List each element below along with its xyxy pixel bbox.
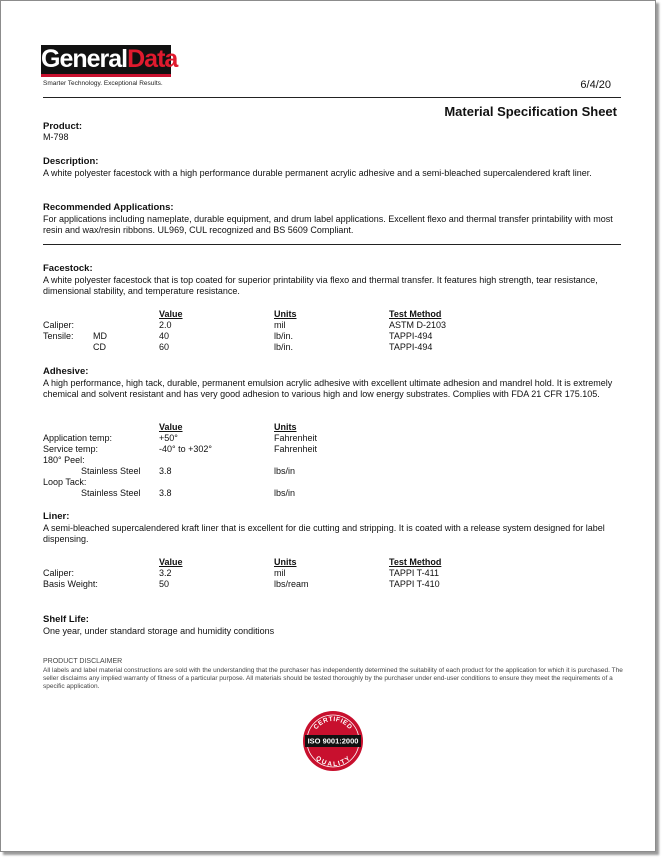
facestock-heading: Facestock:: [43, 263, 93, 274]
facestock-row-label: Tensile:: [43, 331, 74, 341]
seal-middle-text: ISO 9001:2000: [307, 736, 359, 746]
logo-general: General: [41, 45, 128, 73]
liner-row-value: 50: [159, 579, 170, 589]
logo-text: [41, 43, 178, 75]
facestock-row-label: Caliper:: [43, 320, 75, 330]
liner-row-value: 3.2: [159, 568, 172, 578]
adhesive-row-value: +50°: [159, 433, 178, 443]
adhesive-row-label: Application temp:: [43, 433, 113, 443]
facestock-row-units: lb/in.: [274, 331, 294, 341]
facestock-row-units: lb/in.: [274, 342, 294, 352]
facestock-col-value: Value: [159, 309, 183, 319]
facestock-row-sub: CD: [93, 342, 106, 352]
adhesive-row-units: lbs/in: [274, 488, 296, 498]
adhesive-row-label: 180° Peel:: [43, 455, 85, 465]
seal-top-text: CERTIFIED: [312, 715, 354, 732]
facestock-row-method: TAPPI-494: [389, 331, 433, 341]
facestock-row-sub: MD: [93, 331, 107, 341]
liner-col-value: Value: [159, 557, 183, 567]
adhesive-col-value: Value: [159, 422, 183, 432]
product-value: M-798: [43, 132, 69, 142]
adhesive-row-label: Service temp:: [43, 444, 99, 454]
adhesive-text: A high performance, high tack, durable, permanent emulsion acrylic adhesive with excellent ultimate adhesion and mandrel hold. It is extremely chemical and solvent resistant and has very good adhesion to various high and low energy substrates. Complies with FDA 21 CFR 175.105.: [43, 378, 613, 399]
disclaimer-text: All labels and label material constructions are sold with the understanding that the purchaser has independently determined the suitability of each product for the application for which it is purchased. The seller disclaims any implied warranty of fitness of a particular purpose. All materials should be tested thoroughly by the purchaser under end-user conditions to ensure they meet the requirements of a specific application.: [43, 667, 623, 690]
adhesive-row-label: Stainless Steel: [81, 488, 141, 498]
applications-heading: Recommended Applications:: [43, 202, 174, 213]
adhesive-row-units: lbs/in: [274, 466, 296, 476]
adhesive-row-value: 3.8: [159, 466, 172, 476]
liner-text: A semi-bleached supercalendered kraft liner that is excellent for die cutting and stripping. It is coated with a release system designed for label dispensing.: [43, 523, 605, 544]
applications-text: For applications including nameplate, durable equipment, and drum label applications. Excellent flexo and thermal transfer printability with most resin and wax/resin ribbons. UL969, CUL recognized and BS 5609 Compliant.: [43, 214, 613, 235]
liner-row-method: TAPPI T-411: [389, 568, 440, 578]
facestock-text: A white polyester facestock that is top coated for superior printability via flexo and thermal transfer. It features high strength, tear resistance, dimensional stability, and temperature resistance.: [43, 275, 598, 296]
seal-bottom-text: QUALITY: [314, 754, 352, 769]
adhesive-row-units: Fahrenheit: [274, 444, 318, 454]
shelf-life-heading: Shelf Life:: [43, 614, 89, 625]
disclaimer-heading: PRODUCT DISCLAIMER: [43, 658, 123, 665]
liner-row-units: mil: [274, 568, 286, 578]
description-heading: Description:: [43, 156, 99, 167]
shelf-life-text: One year, under standard storage and humidity conditions: [43, 626, 275, 636]
adhesive-row-units: Fahrenheit: [274, 433, 318, 443]
liner-col-method: Test Method: [389, 557, 442, 567]
adhesive-heading: Adhesive:: [43, 366, 89, 377]
liner-row-label: Basis Weight:: [43, 579, 98, 589]
liner-heading: Liner:: [43, 511, 70, 522]
facestock-row-units: mil: [274, 320, 286, 330]
section-divider: [43, 244, 621, 245]
facestock-col-method: Test Method: [389, 309, 442, 319]
adhesive-row-label: Loop Tack:: [43, 477, 87, 487]
adhesive-row-value: 3.8: [159, 488, 172, 498]
logo-data: Data: [127, 45, 178, 73]
description-text: A white polyester facestock with a high performance durable permanent acrylic adhesive and a semi-bleached supercalendered kraft liner.: [43, 168, 592, 178]
facestock-row-value: 60: [159, 342, 170, 352]
facestock-row-method: TAPPI-494: [389, 342, 433, 352]
document-date: 6/4/20: [580, 79, 611, 91]
iso-certified-seal: [301, 709, 365, 773]
facestock-row-method: ASTM D-2103: [389, 320, 447, 330]
liner-col-units: Units: [274, 557, 297, 567]
header-divider: [43, 97, 621, 98]
product-heading: Product:: [43, 121, 83, 132]
adhesive-col-units: Units: [274, 422, 297, 432]
company-logo: [41, 45, 178, 77]
adhesive-row-value: -40° to +302°: [159, 444, 212, 454]
liner-row-method: TAPPI T-410: [389, 579, 440, 589]
adhesive-row-label: Stainless Steel: [81, 466, 141, 476]
liner-row-units: lbs/ream: [274, 579, 309, 589]
page-title: Material Specification Sheet: [444, 104, 617, 119]
facestock-row-value: 40: [159, 331, 170, 341]
tagline: Smarter Technology. Exceptional Results.: [43, 80, 163, 87]
facestock-col-units: Units: [274, 309, 297, 319]
facestock-row-value: 2.0: [159, 320, 172, 330]
liner-row-label: Caliper:: [43, 568, 75, 578]
